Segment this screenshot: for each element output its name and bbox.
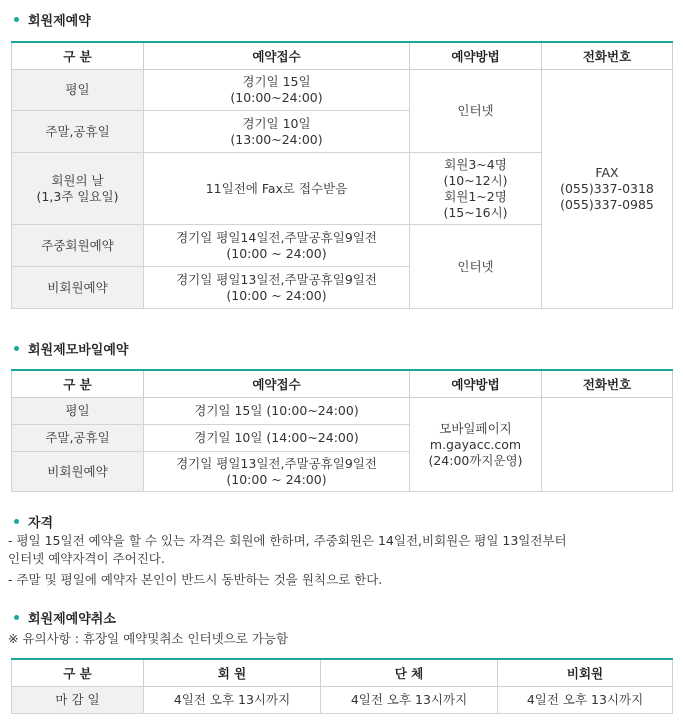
header-category: 구 분 (12, 42, 144, 70)
bullet-icon (14, 346, 19, 351)
header-group: 단 체 (321, 659, 498, 687)
header-method: 예약방법 (410, 370, 542, 398)
bullet-icon (14, 17, 19, 22)
section-title-text: 회원제예약 (28, 14, 91, 29)
header-category: 구 분 (12, 370, 144, 398)
header-non-member: 비회원 (498, 659, 673, 687)
header-phone: 전화번호 (542, 42, 673, 70)
reception-cell: 경기일 평일13일전,주말공휴일9일전 (10:00 ~ 24:00) (144, 267, 410, 309)
cancellation-table (11, 658, 673, 714)
header-method: 예약방법 (410, 42, 542, 70)
mobile-booking-table (11, 369, 673, 492)
section-title-text: 회원제예약취소 (28, 612, 116, 627)
reception-cell: 경기일 15일 (10:00~24:00) (144, 70, 410, 111)
header-member: 회 원 (144, 659, 321, 687)
row-label: 주말,공휴일 (12, 425, 144, 452)
method-cell: 모바일페이지 m.gayacc.com (24:00까지운영) (410, 398, 542, 492)
section-title-text: 자격 (28, 516, 54, 531)
header-phone: 전화번호 (542, 370, 673, 398)
method-cell: 인터넷 (410, 70, 542, 153)
row-label: 비회원예약 (12, 452, 144, 492)
header-category: 구 분 (12, 659, 144, 687)
section-title-membership-booking (14, 10, 91, 29)
qualification-text-1: - 평일 15일전 예약을 할 수 있는 자격은 회원에 한하며, 주중회원은 14일전,비회원은 평일 13일전부터 인터넷 예약자격이 주어진다. (8, 533, 567, 566)
method-cell: 인터넷 (410, 225, 542, 309)
section-title-text: 회원제모바일예약 (28, 343, 129, 358)
row-label: 평일 (12, 398, 144, 425)
table-row (12, 70, 673, 111)
table-row (12, 398, 673, 425)
row-label: 회원의 날 (1,3주 일요일) (12, 153, 144, 225)
deadline-member: 4일전 오후 13시까지 (144, 687, 321, 714)
reception-cell: 경기일 15일 (10:00~24:00) (144, 398, 410, 425)
deadline-non-member: 4일전 오후 13시까지 (498, 687, 673, 714)
reception-cell: 경기일 10일 (14:00~24:00) (144, 425, 410, 452)
section-title-cancellation (14, 608, 116, 627)
row-label: 주말,공휴일 (12, 111, 144, 153)
bullet-icon (14, 615, 19, 620)
row-label: 평일 (12, 70, 144, 111)
reception-cell: 11일전에 Fax로 접수받음 (144, 153, 410, 225)
method-cell: 회원3~4명 (10~12시) 회원1~2명 (15~16시) (410, 153, 542, 225)
row-label: 주중회원예약 (12, 225, 144, 267)
membership-booking-table (11, 41, 673, 309)
header-reception: 예약접수 (144, 42, 410, 70)
section-title-mobile-booking (14, 339, 128, 358)
bullet-icon (14, 519, 19, 524)
cancel-notice: ※ 유의사항 : 휴장일 예약및취소 인터넷으로 가능함 (8, 631, 289, 646)
header-reception: 예약접수 (144, 370, 410, 398)
row-label: 마 감 일 (12, 687, 144, 714)
phone-cell (542, 398, 673, 492)
deadline-group: 4일전 오후 13시까지 (321, 687, 498, 714)
section-title-qualification (14, 512, 53, 531)
phone-cell: FAX (055)337-0318 (055)337-0985 (542, 70, 673, 309)
qualification-text-2: - 주말 및 평일에 예약자 본인이 반드시 동반하는 것을 원칙으로 한다. (8, 572, 383, 587)
table-row (12, 687, 673, 714)
reception-cell: 경기일 평일13일전,주말공휴일9일전 (10:00 ~ 24:00) (144, 452, 410, 492)
reception-cell: 경기일 10일 (13:00~24:00) (144, 111, 410, 153)
row-label: 비회원예약 (12, 267, 144, 309)
reception-cell: 경기일 평일14일전,주말공휴일9일전 (10:00 ~ 24:00) (144, 225, 410, 267)
